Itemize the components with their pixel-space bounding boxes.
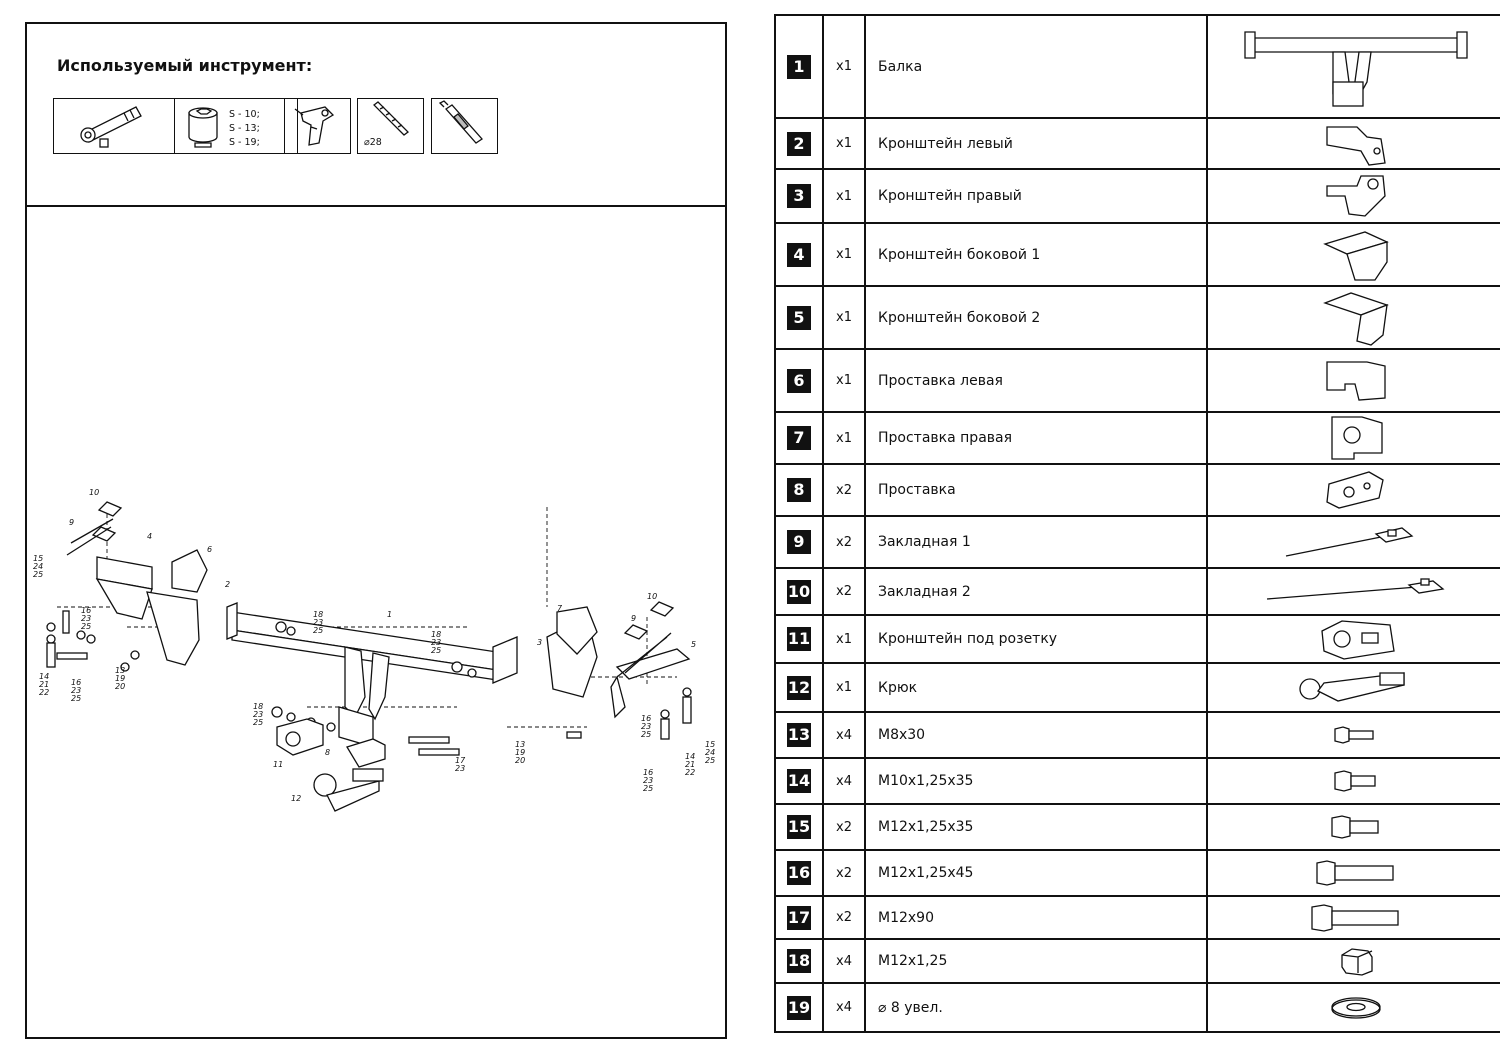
callout-4: 4: [147, 532, 153, 541]
callout-group-18-23-25-top: [313, 610, 323, 635]
part-name: Кронштейн боковой 1: [865, 223, 1207, 286]
tool-ratchet: [54, 99, 175, 153]
bolt-icon: [1331, 723, 1381, 747]
table-row: [775, 758, 1500, 804]
callout-num: 24: [33, 562, 44, 571]
part-qty: x1: [823, 615, 865, 663]
right-bracket-group: [547, 602, 689, 717]
socket-head-icon: [175, 99, 231, 152]
part-name: M12x1,25x45: [865, 850, 1207, 896]
socket-sizes: [229, 108, 260, 150]
side-bracket-1-icon: [1321, 226, 1391, 284]
part-qty: x1: [823, 663, 865, 712]
part-qty: x1: [823, 349, 865, 412]
table-row: [775, 169, 1500, 223]
callout-num: 14: [39, 672, 50, 681]
parts-table: [774, 14, 1500, 1033]
part-name: Кронштейн боковой 2: [865, 286, 1207, 349]
callout-num: 18: [431, 630, 442, 639]
callout-num: 16: [71, 678, 82, 687]
right-bracket-icon: [1321, 172, 1391, 220]
embed-plate-1-icon: [1276, 522, 1436, 562]
tool-utility-knife: [431, 98, 498, 154]
part-number: 17: [787, 906, 811, 930]
callout-6: 6: [207, 545, 213, 554]
callout-2: 2: [225, 580, 231, 589]
part-name: Крюк: [865, 663, 1207, 712]
part-qty: x4: [823, 758, 865, 804]
callout-num: 25: [33, 570, 44, 579]
bolt-icon: [1331, 768, 1381, 794]
spacer-icon: [1323, 468, 1389, 512]
callout-num: 23: [641, 722, 652, 731]
callout-num: 16: [81, 606, 92, 615]
tool-drill-bit: [357, 98, 424, 154]
callout-num: 21: [685, 760, 696, 769]
part-name: M8x30: [865, 712, 1207, 758]
callout-group-16-23-25-left-b: [71, 678, 81, 703]
part-name: ⌀ 8 увел.: [865, 983, 1207, 1032]
socket-size: S - 10;: [229, 109, 260, 120]
callout-5: 5: [691, 640, 697, 649]
table-row: [775, 464, 1500, 516]
part-qty: x1: [823, 15, 865, 118]
callout-num: 22: [39, 688, 50, 697]
socket-bracket-icon: [1314, 617, 1398, 661]
callout-10-right: 10: [647, 592, 658, 601]
part-name: Кронштейн правый: [865, 169, 1207, 223]
callout-group-14-21-22-left: [39, 672, 49, 697]
callout-num: 25: [81, 622, 92, 631]
part-name: Кронштейн левый: [865, 118, 1207, 169]
callout-group-13-19-20-left: [115, 666, 125, 691]
table-row: [775, 663, 1500, 712]
callout-num: 16: [641, 714, 652, 723]
part-qty: x2: [823, 516, 865, 568]
part-qty: x4: [823, 983, 865, 1032]
callout-num: 16: [643, 768, 654, 777]
callout-num: 25: [431, 646, 442, 655]
callout-num: 23: [313, 618, 324, 627]
part-number: 12: [787, 676, 811, 700]
callout-num: 23: [71, 686, 82, 695]
ratchet-wrench-icon: [54, 99, 175, 152]
part-number: 6: [787, 369, 811, 393]
bolt-icon: [1308, 902, 1404, 934]
table-row: [775, 286, 1500, 349]
table-row: [775, 712, 1500, 758]
callout-num: 19: [515, 748, 526, 757]
callout-num: 23: [455, 764, 466, 773]
tools-section: [27, 24, 725, 207]
callout-num: 18: [313, 610, 324, 619]
part-qty: x2: [823, 850, 865, 896]
callout-12: 12: [291, 794, 302, 803]
callout-num: 15: [705, 740, 716, 749]
bolt-icon: [1313, 858, 1399, 888]
part-qty: x2: [823, 804, 865, 850]
callout-10-left: 10: [89, 488, 100, 497]
side-bracket-2-icon: [1321, 289, 1391, 347]
callout-num: 21: [39, 680, 50, 689]
part-number: 13: [787, 723, 811, 747]
table-row: [775, 939, 1500, 983]
callout-group-18-23-25-low: [253, 702, 263, 727]
callout-1: 1: [387, 610, 393, 619]
exploded-view-drawing: [27, 207, 725, 1037]
callout-group-16-23-25-left-a: [81, 606, 91, 631]
callout-9-right: 9: [631, 614, 637, 623]
part-qty: x4: [823, 712, 865, 758]
tool-drill: [284, 98, 351, 154]
callout-3: 3: [537, 638, 543, 647]
callout-num: 23: [643, 776, 654, 785]
part-qty: x1: [823, 286, 865, 349]
table-row: [775, 568, 1500, 615]
part-number: 5: [787, 306, 811, 330]
left-panel: [25, 22, 727, 1039]
embed-plate-2-icon: [1261, 575, 1451, 609]
table-row: [775, 349, 1500, 412]
part-number: 11: [787, 627, 811, 651]
part-number: 14: [787, 769, 811, 793]
part-number: 3: [787, 184, 811, 208]
part-number: 16: [787, 861, 811, 885]
left-spacer-icon: [1323, 358, 1389, 404]
table-row: [775, 223, 1500, 286]
right-spacer-icon: [1326, 415, 1386, 461]
tool-socket: [175, 99, 297, 153]
callout-num: 23: [253, 710, 264, 719]
part-number: 15: [787, 815, 811, 839]
callout-num: 25: [71, 694, 82, 703]
part-qty: x4: [823, 939, 865, 983]
callout-num: 22: [685, 768, 696, 777]
table-row: [775, 804, 1500, 850]
part-qty: x2: [823, 568, 865, 615]
callout-num: 24: [705, 748, 716, 757]
part-number: 19: [787, 996, 811, 1020]
callout-11: 11: [273, 760, 284, 769]
callout-group-16-23-25-right-b: [643, 768, 653, 793]
utility-knife-icon: [432, 99, 496, 152]
part-qty: x2: [823, 464, 865, 516]
part-name: Проставка левая: [865, 349, 1207, 412]
callout-group-15-24-25-right: [705, 740, 715, 765]
table-row: [775, 15, 1500, 118]
part-number: 7: [787, 426, 811, 450]
part-name: Проставка правая: [865, 412, 1207, 464]
washer-icon: [1328, 995, 1384, 1021]
part-qty: x1: [823, 223, 865, 286]
part-qty: x2: [823, 896, 865, 939]
callout-group-16-23-25-right-a: [641, 714, 651, 739]
table-row: [775, 615, 1500, 663]
tool-ratchet-socket-box: [53, 98, 298, 154]
bolt-icon: [1328, 813, 1384, 841]
part-name: Закладная 2: [865, 568, 1207, 615]
tow-ball-hook-icon: [1296, 667, 1416, 709]
drill-bit-label: ⌀28: [364, 137, 382, 148]
table-row: [775, 516, 1500, 568]
callout-num: 25: [643, 784, 654, 793]
table-row: [775, 983, 1500, 1032]
callout-num: 13: [115, 666, 126, 675]
part-number: 9: [787, 530, 811, 554]
socket-size: S - 19;: [229, 137, 260, 148]
part-name: M12x1,25x35: [865, 804, 1207, 850]
nut-icon: [1336, 945, 1376, 977]
callout-group-13-19-20-right: [515, 740, 525, 765]
table-row: [775, 118, 1500, 169]
part-name: Проставка: [865, 464, 1207, 516]
assembly-diagram: [27, 207, 725, 1037]
callout-num: 18: [253, 702, 264, 711]
part-number: 8: [787, 478, 811, 502]
callout-num: 25: [313, 626, 324, 635]
part-number: 1: [787, 55, 811, 79]
beam-icon: [1241, 22, 1471, 112]
part-qty: x1: [823, 169, 865, 223]
part-name: M12x1,25: [865, 939, 1207, 983]
callout-num: 25: [705, 756, 716, 765]
part-name: Кронштейн под розетку: [865, 615, 1207, 663]
part-qty: x1: [823, 118, 865, 169]
table-row: [775, 412, 1500, 464]
callout-group-15-24-25-left: [33, 554, 43, 579]
callout-group-18-23-25-mid: [431, 630, 441, 655]
table-row: [775, 896, 1500, 939]
part-name: M12x90: [865, 896, 1207, 939]
part-name: M10x1,25x35: [865, 758, 1207, 804]
part-qty: x1: [823, 412, 865, 464]
part-number: 10: [787, 580, 811, 604]
callout-num: 19: [115, 674, 126, 683]
callout-group-14-21-22-right: [685, 752, 695, 777]
left-bracket-icon: [1321, 121, 1391, 167]
part-number: 18: [787, 949, 811, 973]
callout-7: 7: [557, 604, 563, 613]
part-number: 4: [787, 243, 811, 267]
callout-num: 14: [685, 752, 696, 761]
callout-num: 13: [515, 740, 526, 749]
callout-num: 20: [115, 682, 126, 691]
callout-num: 25: [253, 718, 264, 727]
callout-num: 20: [515, 756, 526, 765]
callout-9-left: 9: [69, 518, 75, 527]
socket-size: S - 13;: [229, 123, 260, 134]
table-row: [775, 850, 1500, 896]
part-name: Балка: [865, 15, 1207, 118]
part-number: 2: [787, 132, 811, 156]
power-drill-icon: [285, 99, 349, 152]
callout-num: 23: [81, 614, 92, 623]
callout-group-17-23: [455, 756, 466, 773]
callout-num: 17: [455, 756, 466, 765]
callout-num: 15: [33, 554, 44, 563]
tools-title: Используемый инструмент:: [57, 56, 313, 75]
part-name: Закладная 1: [865, 516, 1207, 568]
callout-num: 25: [641, 730, 652, 739]
callout-8: 8: [325, 748, 331, 757]
callout-num: 23: [431, 638, 442, 647]
